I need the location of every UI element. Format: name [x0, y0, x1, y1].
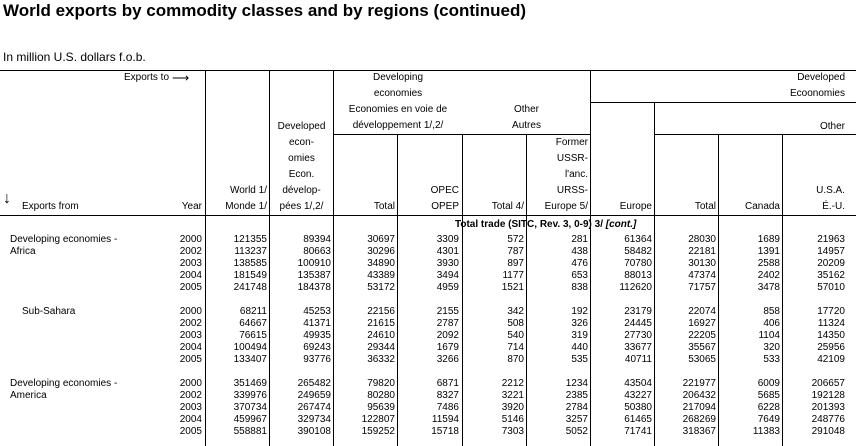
usa-header-en: U.S.A.: [816, 185, 845, 196]
developed-header-line: omies: [288, 153, 315, 164]
table-cell: 7649: [757, 414, 780, 425]
section-title-text: Total trade (SITC, Rev. 3, 0-9) 3/: [455, 219, 603, 230]
table-cell: 14957: [817, 246, 845, 257]
table-cell: 30130: [688, 258, 716, 269]
table-cell: 22156: [367, 306, 395, 317]
table-cell: 93776: [303, 354, 331, 365]
group-label: Sub-Sahara: [22, 306, 76, 317]
table-cell: 319: [571, 330, 588, 341]
table-cell: 206657: [811, 378, 845, 389]
table-cell: 1689: [757, 234, 780, 245]
header-bottom-border: [0, 215, 856, 216]
exports-from-label: Exports from: [22, 201, 79, 212]
table-cell: 858: [763, 306, 780, 317]
header-rule: [590, 102, 856, 103]
table-cell: 6009: [757, 378, 780, 389]
table-cell: 217094: [682, 402, 716, 413]
table-cell: 88013: [624, 270, 652, 281]
table-cell: 192128: [811, 390, 845, 401]
table-cell: 370734: [233, 402, 267, 413]
table-cell: 440: [571, 342, 588, 353]
table-cell: 21963: [817, 234, 845, 245]
year-cell: 2003: [179, 258, 202, 269]
table-cell: 533: [763, 354, 780, 365]
table-cell: 342: [507, 306, 524, 317]
table-cell: 7486: [436, 402, 459, 413]
table-cell: 4959: [436, 282, 459, 293]
table-cell: 49935: [303, 330, 331, 341]
table-cell: 45253: [303, 306, 331, 317]
arrow-right-icon: ⟶: [172, 71, 190, 85]
table-cell: 22074: [688, 306, 716, 317]
table-cell: 897: [507, 258, 524, 269]
table-cell: 201393: [811, 402, 845, 413]
table-cell: 41371: [303, 318, 331, 329]
developing-header-line: Developing: [372, 72, 424, 83]
year-cell: 2002: [179, 390, 202, 401]
table-cell: 22181: [688, 246, 716, 257]
total4-header: Total 4/: [491, 201, 524, 212]
table-cell: 40711: [624, 354, 652, 365]
table-cell: 476: [571, 258, 588, 269]
table-cell: 25956: [817, 342, 845, 353]
table-cell: 133407: [233, 354, 267, 365]
other-header-en: Other: [513, 104, 539, 115]
table-cell: 35162: [817, 270, 845, 281]
table-cell: 24610: [367, 330, 395, 341]
table-cell: 121355: [233, 234, 267, 245]
table-cell: 71741: [624, 426, 652, 437]
former-ussr-header-line: Europe 5/: [544, 201, 588, 212]
table-cell: 3920: [501, 402, 524, 413]
table-cell: 2784: [565, 402, 588, 413]
table-cell: 221977: [682, 378, 716, 389]
year-cell: 2004: [179, 342, 202, 353]
table-cell: 714: [507, 342, 524, 353]
table-cell: 390108: [297, 426, 331, 437]
table-cell: 28030: [688, 234, 716, 245]
table-cell: 36332: [367, 354, 395, 365]
former-ussr-header-line: USSR-: [556, 153, 588, 164]
arrow-down-icon: ↓: [3, 190, 11, 207]
table-cell: 438: [571, 246, 588, 257]
table-cell: 535: [571, 354, 588, 365]
table-cell: 61465: [624, 414, 652, 425]
table-cell: 653: [571, 270, 588, 281]
table-cell: 5146: [501, 414, 524, 425]
year-cell: 2004: [179, 270, 202, 281]
table-cell: 184378: [297, 282, 331, 293]
table-cell: 181549: [233, 270, 267, 281]
opec-header-en: OPEC: [430, 185, 459, 196]
table-cell: 267474: [297, 402, 331, 413]
table-cell: 135387: [297, 270, 331, 281]
table-cell: 43389: [367, 270, 395, 281]
table-cell: 2588: [757, 258, 780, 269]
table-cell: 64667: [239, 318, 267, 329]
table-cell: 1104: [758, 330, 780, 341]
developed-header-line: dévelop-: [282, 185, 321, 196]
table-cell: 2787: [436, 318, 459, 329]
table-cell: 21615: [367, 318, 395, 329]
developing-header-line: Economies en voie de: [348, 104, 448, 115]
year-cell: 2000: [179, 234, 202, 245]
table-cell: 870: [507, 354, 524, 365]
table-cell: 8327: [436, 390, 459, 401]
table-cell: 206432: [682, 390, 716, 401]
page-subtitle: In million U.S. dollars f.o.b.: [3, 50, 146, 64]
table-cell: 318367: [682, 426, 716, 437]
section-cont: [cont.]: [605, 219, 637, 230]
table-cell: 27730: [624, 330, 652, 341]
table-cell: 68211: [239, 306, 267, 317]
table-cell: 320: [763, 342, 780, 353]
page-title: World exports by commodity classes and by regions (continued): [3, 1, 527, 20]
year-cell: 2000: [179, 306, 202, 317]
europe-header: Europe: [619, 201, 652, 212]
table-cell: 1679: [436, 342, 459, 353]
other-header-fr: Autres: [512, 120, 541, 131]
year-cell: 2005: [179, 426, 202, 437]
table-cell: 17720: [817, 306, 845, 317]
table-cell: 61364: [624, 234, 652, 245]
former-ussr-header-line: Former: [555, 137, 588, 148]
table-cell: 838: [571, 282, 588, 293]
developing-header-line: développement 1/,2/: [352, 120, 444, 131]
table-cell: 69243: [303, 342, 331, 353]
table-cell: 95639: [367, 402, 395, 413]
table-cell: 459967: [233, 414, 267, 425]
table-cell: 2385: [565, 390, 588, 401]
table-cell: 4301: [436, 246, 459, 257]
table-cell: 80663: [303, 246, 331, 257]
table-cell: 43227: [624, 390, 652, 401]
table-cell: 47374: [688, 270, 716, 281]
group-label: Africa: [10, 246, 36, 257]
year-cell: 2005: [179, 282, 202, 293]
opec-header-fr: OPEP: [431, 201, 459, 212]
table-cell: 2155: [436, 306, 459, 317]
year-cell: 2004: [179, 414, 202, 425]
year-cell: 2003: [179, 330, 202, 341]
table-cell: 34890: [367, 258, 395, 269]
table-cell: 268269: [682, 414, 716, 425]
table-cell: 30697: [367, 234, 395, 245]
table-cell: 11594: [431, 414, 459, 425]
table-cell: 3930: [436, 258, 459, 269]
table-cell: 42109: [817, 354, 845, 365]
developed-econ-header: Developed: [797, 72, 845, 83]
table-cell: 2402: [757, 270, 780, 281]
table-cell: 248776: [811, 414, 845, 425]
table-cell: 6871: [436, 378, 459, 389]
table-cell: 100494: [233, 342, 267, 353]
table-cell: 3309: [436, 234, 459, 245]
table-cell: 3221: [501, 390, 524, 401]
developed-header-line: Developed: [277, 121, 326, 132]
table-cell: 540: [507, 330, 524, 341]
table-cell: 80280: [367, 390, 395, 401]
year-header: Year: [181, 201, 202, 212]
table-cell: 291048: [811, 426, 845, 437]
year-cell: 2002: [179, 318, 202, 329]
table-cell: 249659: [297, 390, 331, 401]
world-header-fr: Monde 1/: [225, 201, 267, 212]
developing-header-line: economies: [373, 88, 423, 99]
table-cell: 58482: [624, 246, 652, 257]
table-cell: 33677: [624, 342, 652, 353]
table-cell: 3494: [436, 270, 459, 281]
table-cell: 1177: [502, 270, 524, 281]
table-cell: 53172: [367, 282, 395, 293]
table-cell: 339976: [233, 390, 267, 401]
table-cell: 159252: [361, 426, 395, 437]
developed-header-line: Econ.: [288, 169, 315, 180]
table-cell: 787: [507, 246, 524, 257]
table-cell: 30296: [367, 246, 395, 257]
former-ussr-header-line: l'anc.: [564, 169, 588, 180]
table-cell: 122807: [361, 414, 395, 425]
developed-header-line: econ-: [288, 137, 314, 148]
table-cell: 329734: [297, 414, 331, 425]
total-header: Total: [694, 201, 716, 212]
table-cell: 1391: [757, 246, 780, 257]
table-cell: 326: [571, 318, 588, 329]
table-cell: 76615: [239, 330, 267, 341]
table-cell: 35567: [688, 342, 716, 353]
group-label: Developing economies -: [10, 378, 118, 389]
table-cell: 11383: [752, 426, 780, 437]
table-cell: 6228: [757, 402, 780, 413]
table-cell: 112620: [619, 282, 652, 293]
developing-total-header: Total: [373, 201, 395, 212]
table-cell: 20209: [817, 258, 845, 269]
group-label: Developing economies -: [10, 234, 118, 245]
table-cell: 192: [571, 306, 588, 317]
table-cell: 7303: [501, 426, 524, 437]
table-cell: 3257: [565, 414, 588, 425]
table-cell: 351469: [233, 378, 267, 389]
table-cell: 508: [507, 318, 524, 329]
table-cell: 22205: [688, 330, 716, 341]
table-cell: 2092: [436, 330, 459, 341]
table-cell: 2212: [501, 378, 524, 389]
table-cell: 11324: [817, 318, 845, 329]
table-cell: 71757: [688, 282, 716, 293]
table-cell: 5052: [565, 426, 588, 437]
table-cell: 43504: [624, 378, 652, 389]
exports-to-label: Exports to: [124, 72, 170, 83]
year-cell: 2005: [179, 354, 202, 365]
section-title: [455, 217, 636, 233]
table-cell: 138585: [233, 258, 267, 269]
canada-header: Canada: [744, 201, 780, 212]
table-cell: 3478: [757, 282, 780, 293]
developed-econ-header: Ecoonomies: [789, 88, 845, 99]
table-cell: 89394: [303, 234, 331, 245]
table-cell: 70780: [624, 258, 652, 269]
developed-header-line: pées 1/,2/: [279, 201, 324, 212]
table-cell: 558881: [233, 426, 267, 437]
year-cell: 2003: [179, 402, 202, 413]
table-cell: 57010: [817, 282, 845, 293]
table-cell: 1234: [565, 378, 588, 389]
table-cell: 50380: [624, 402, 652, 413]
table-cell: 281: [571, 234, 588, 245]
former-ussr-header-line: URSS-: [556, 185, 588, 196]
table-cell: 5685: [757, 390, 780, 401]
table-cell: 29344: [367, 342, 395, 353]
table-cell: 15718: [431, 426, 459, 437]
group-label: America: [10, 390, 47, 401]
table-cell: 572: [507, 234, 524, 245]
table-cell: 53065: [688, 354, 716, 365]
table-cell: 24445: [624, 318, 652, 329]
world-header-en: World 1/: [229, 185, 267, 196]
year-cell: 2002: [179, 246, 202, 257]
table-cell: 406: [763, 318, 780, 329]
table-cell: 3266: [436, 354, 459, 365]
table-cell: 14350: [817, 330, 845, 341]
table-cell: 241748: [233, 282, 267, 293]
table-cell: 113237: [234, 246, 267, 257]
other2-header: Other: [819, 121, 845, 132]
table-cell: 265482: [297, 378, 331, 389]
table-cell: 23179: [624, 306, 652, 317]
table-cell: 16927: [688, 318, 716, 329]
table-cell: 79820: [367, 378, 395, 389]
year-cell: 2000: [179, 378, 202, 389]
table-cell: 100910: [297, 258, 331, 269]
usa-header-fr: É.-U.: [822, 201, 845, 212]
table-cell: 1521: [501, 282, 524, 293]
